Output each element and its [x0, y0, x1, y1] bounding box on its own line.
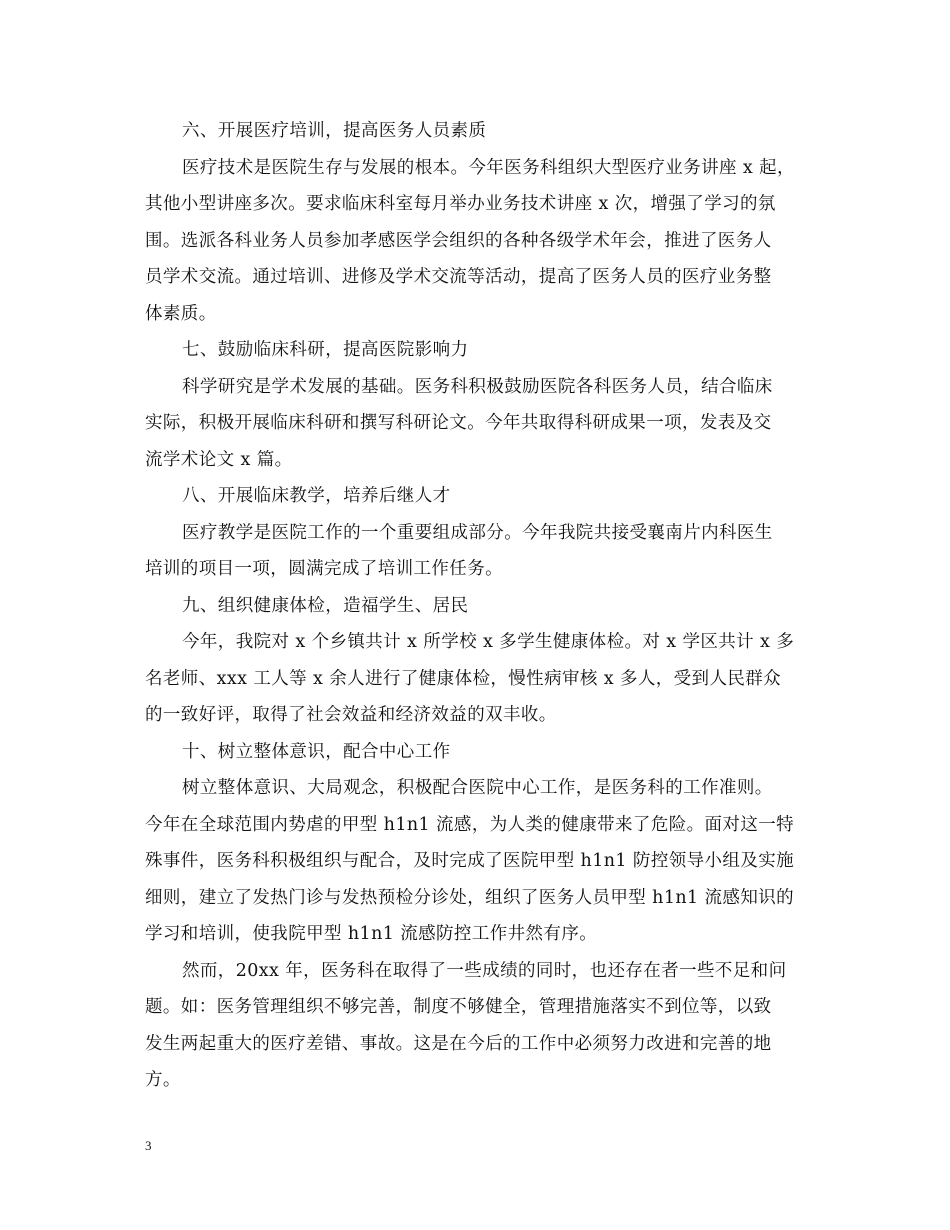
section-heading-6: 六、开展医疗培训，提高医务人员素质 [182, 121, 487, 141]
paragraph-line: 培训的项目一项，圆满完成了培训工作任务。 [145, 559, 503, 579]
page-number: 3 [145, 1138, 152, 1153]
section-heading-10: 十、树立整体意识，配合中心工作 [182, 742, 451, 762]
paragraph-line: 其他小型讲座多次。要求临床科室每月举办业务技术讲座 x 次，增强了学习的氛 [145, 194, 776, 214]
paragraph-line: 方。 [145, 1070, 181, 1090]
paragraph-line: 流学术论文 x 篇。 [145, 450, 293, 470]
paragraph-line: 员学术交流。通过培训、进修及学术交流等活动，提高了医务人员的医疗业务整 [145, 267, 772, 287]
paragraph-line: 科学研究是学术发展的基础。医务科积极鼓励医院各科医务人员，结合临床 [182, 377, 773, 397]
paragraph-line: 殊事件，医务科积极组织与配合，及时完成了医院甲型 h1n1 防控领导小组及实施 [145, 851, 795, 871]
paragraph-line: 今年，我院对 x 个乡镇共计 x 所学校 x 多学生健康体检。对 x 学区共计 x 多 [182, 632, 795, 652]
paragraph-line: 体素质。 [145, 304, 217, 324]
paragraph-line: 围。选派各科业务人员参加孝感医学会组织的各种各级学术年会，推进了医务人 [145, 231, 772, 251]
section-heading-8: 八、开展临床教学，培养后继人才 [182, 486, 451, 506]
section-heading-9: 九、组织健康体检，造福学生、居民 [182, 596, 469, 616]
paragraph-line: 题。如：医务管理组织不够完善，制度不够健全，管理措施落实不到位等，以致 [145, 997, 772, 1017]
paragraph-line: 细则，建立了发热门诊与发热预检分诊处，组织了医务人员甲型 h1n1 流感知识的 [145, 888, 795, 908]
paragraph-line: 学习和培训，使我院甲型 h1n1 流感防控工作井然有序。 [145, 924, 598, 944]
paragraph-line: 名老师、xxx 工人等 x 余人进行了健康体检，慢性病审核 x 多人，受到人民群众 [145, 669, 782, 689]
paragraph-line: 医疗技术是医院生存与发展的根本。今年医务科组织大型医疗业务讲座 x 起， [182, 158, 795, 178]
paragraph-line: 发生两起重大的医疗差错、事故。这是在今后的工作中必须努力改进和完善的地 [145, 1034, 772, 1054]
paragraph-line: 的一致好评，取得了社会效益和经济效益的双丰收。 [145, 705, 557, 725]
paragraph-line: 实际，积极开展临床科研和撰写科研论文。今年共取得科研成果一项，发表及交 [145, 413, 772, 433]
paragraph-line: 今年在全球范围内势虐的甲型 h1n1 流感，为人类的健康带来了危险。面对这一特 [145, 815, 795, 835]
section-heading-7: 七、鼓励临床科研，提高医院影响力 [182, 340, 469, 360]
paragraph-line: 然而，20xx 年，医务科在取得了一些成绩的同时，也还存在者一些不足和问 [182, 961, 787, 981]
paragraph-line: 树立整体意识、大局观念，积极配合医院中心工作，是医务科的工作准则。 [182, 778, 773, 798]
paragraph-line: 医疗教学是医院工作的一个重要组成部分。今年我院共接受襄南片内科医生 [182, 523, 773, 543]
